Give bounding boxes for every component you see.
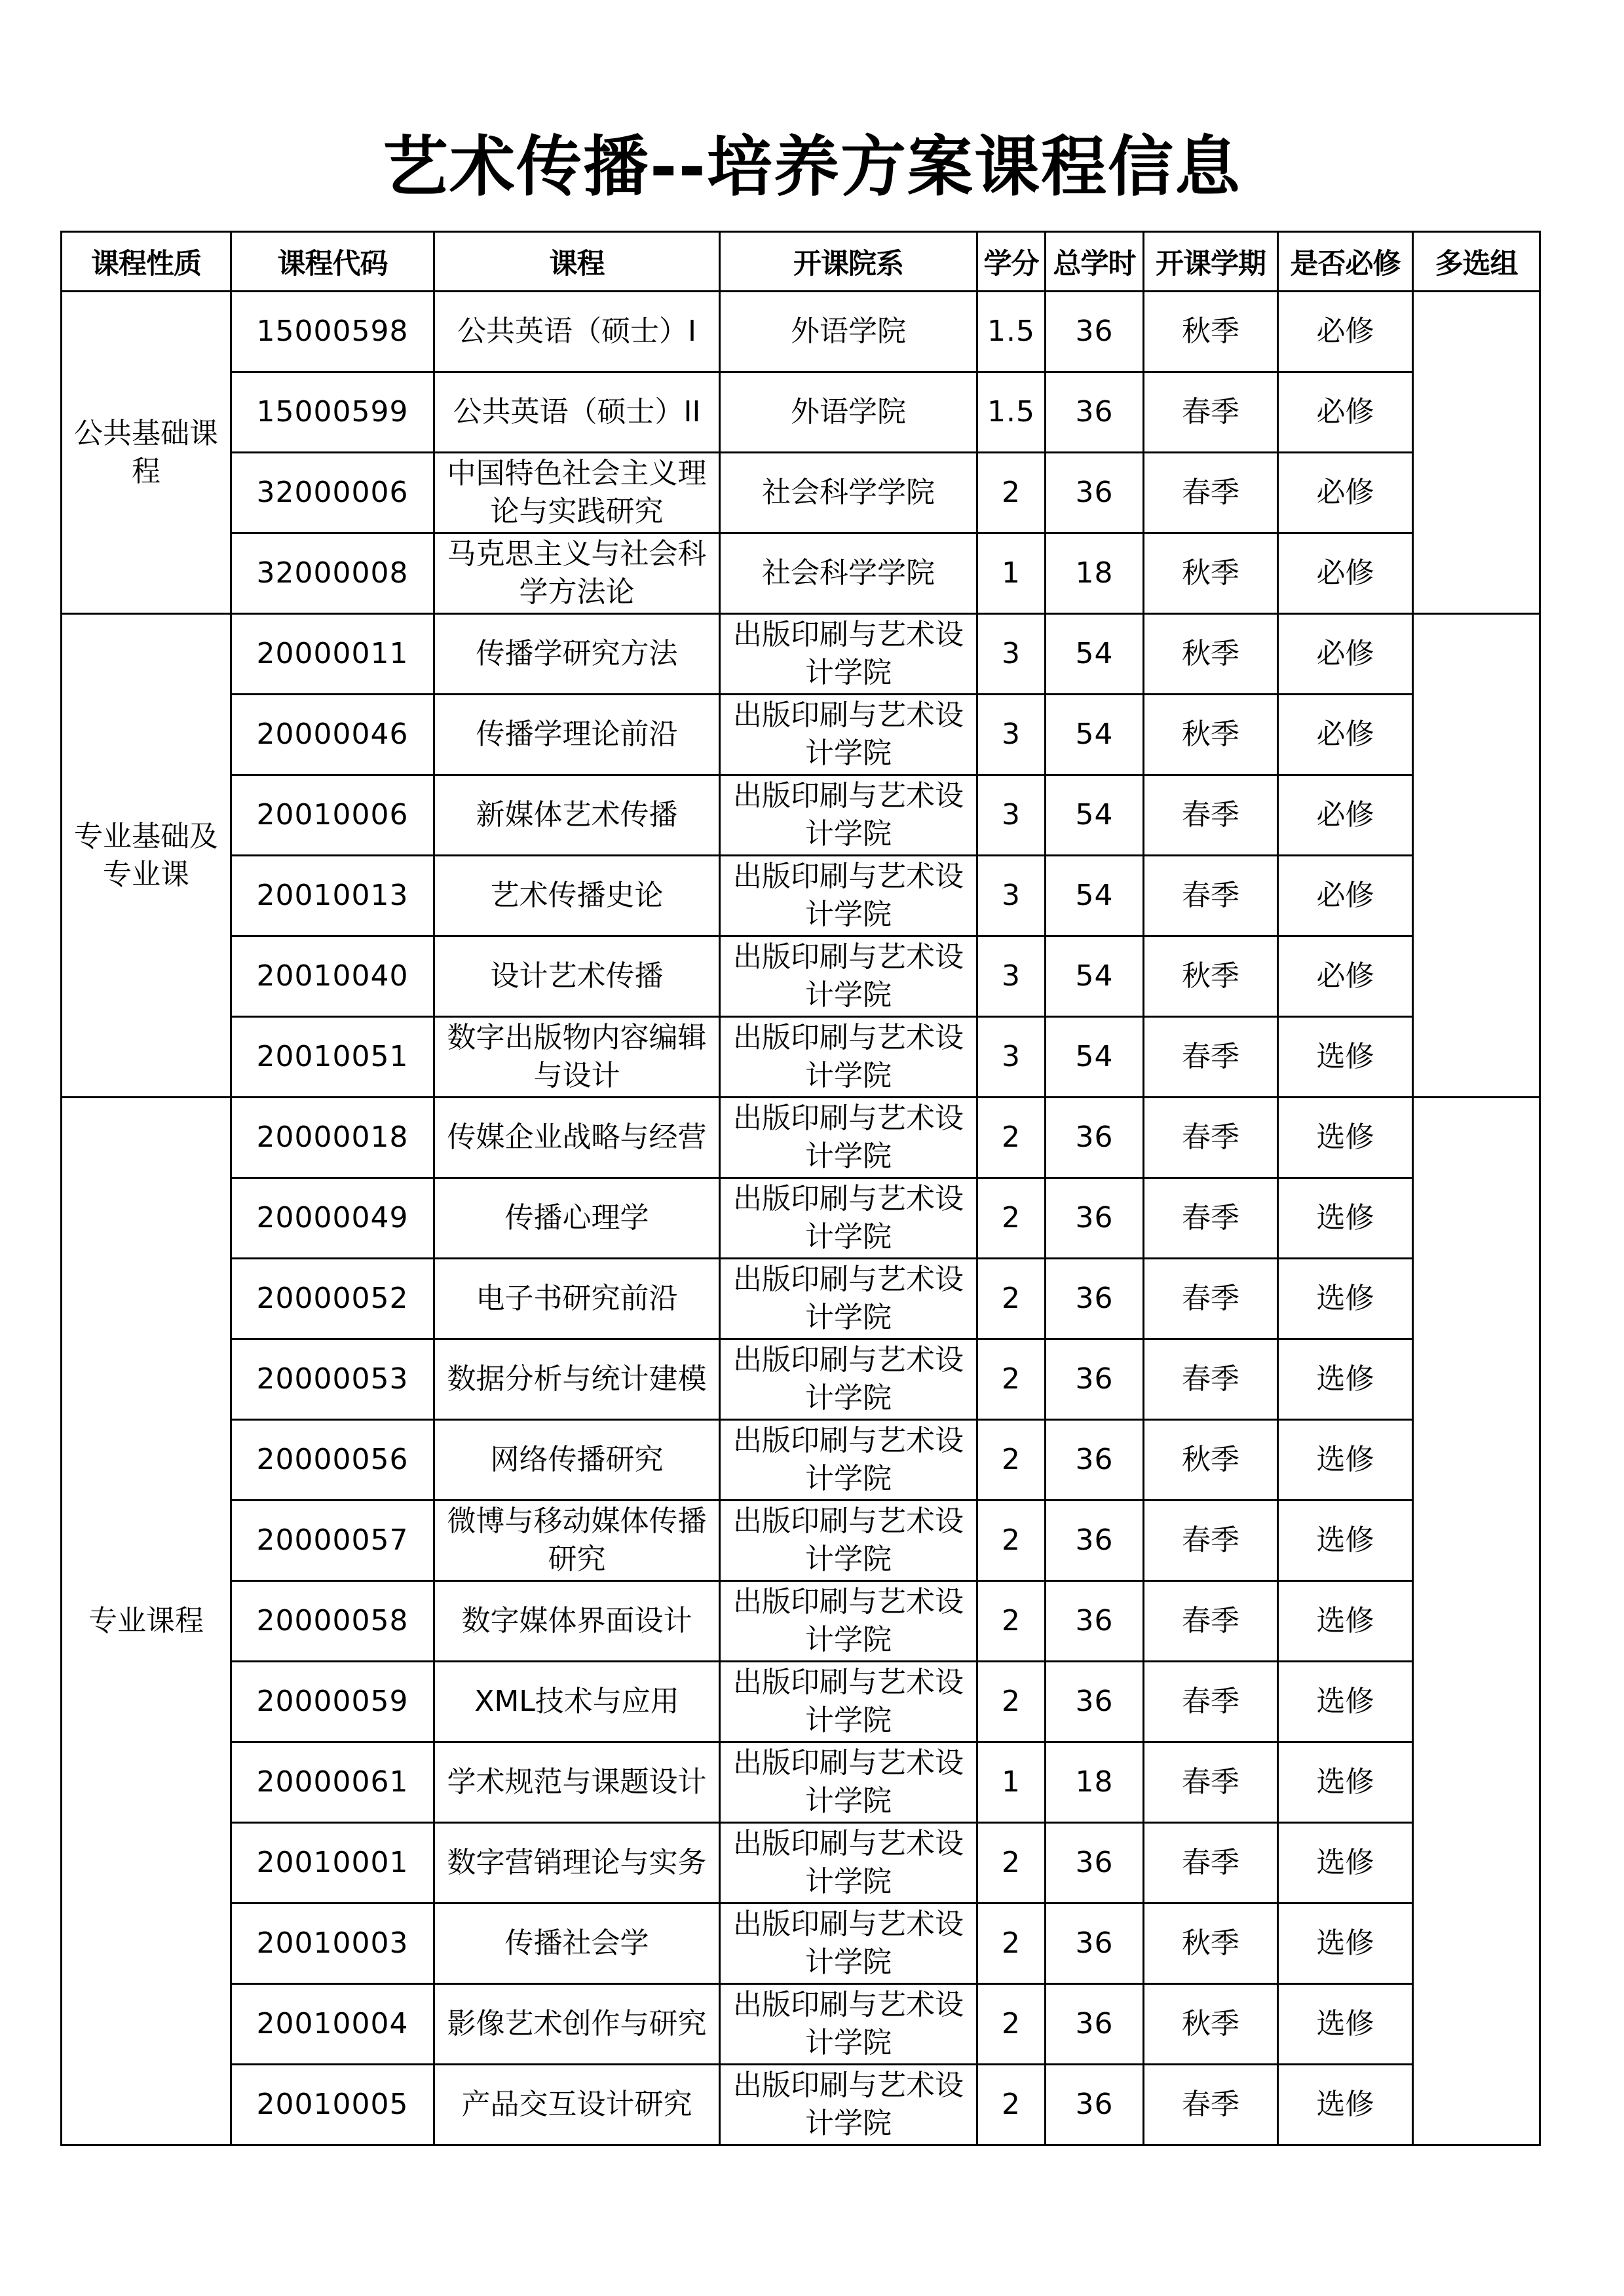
- required-cell: 必修: [1278, 936, 1413, 1017]
- hours-cell: 36: [1046, 1904, 1144, 1984]
- table-row: [62, 936, 1540, 1017]
- hours-cell: 54: [1046, 856, 1144, 936]
- required-cell: 选修: [1278, 1178, 1413, 1259]
- term-cell: 秋季: [1144, 1984, 1278, 2065]
- term-cell: 春季: [1144, 1581, 1278, 1662]
- course-table: [60, 231, 1541, 2146]
- course-code-cell: 20000049: [231, 1178, 434, 1259]
- course-name-cell: 马克思主义与社会科学方法论: [434, 533, 720, 614]
- elective-group-cell: [1413, 292, 1540, 614]
- table-row: [62, 453, 1540, 533]
- department-cell: 出版印刷与艺术设计学院: [720, 1178, 977, 1259]
- course-name-cell: 公共英语（硕士）I: [434, 292, 720, 372]
- hours-cell: 36: [1046, 1501, 1144, 1581]
- hours-cell: 36: [1046, 1581, 1144, 1662]
- table-row: [62, 695, 1540, 775]
- table-row: [62, 533, 1540, 614]
- table-row: [62, 856, 1540, 936]
- required-cell: 选修: [1278, 1017, 1413, 1098]
- term-cell: 春季: [1144, 453, 1278, 533]
- course-code-cell: 20010004: [231, 1984, 434, 2065]
- course-name-cell: 影像艺术创作与研究: [434, 1984, 720, 2065]
- credit-cell: 1: [977, 533, 1046, 614]
- course-name-cell: 数字出版物内容编辑与设计: [434, 1017, 720, 1098]
- hours-cell: 36: [1046, 1420, 1144, 1501]
- column-header-code: 课程代码: [231, 232, 434, 292]
- required-cell: 必修: [1278, 775, 1413, 856]
- course-code-cell: 32000006: [231, 453, 434, 533]
- course-name-cell: 传播学研究方法: [434, 614, 720, 695]
- course-code-cell: 20010003: [231, 1904, 434, 1984]
- course-table-body: [62, 292, 1540, 2145]
- credit-cell: 3: [977, 856, 1046, 936]
- department-cell: 出版印刷与艺术设计学院: [720, 1017, 977, 1098]
- credit-cell: 2: [977, 1662, 1046, 1742]
- table-row: [62, 1259, 1540, 1339]
- table-row: [62, 1984, 1540, 2065]
- term-cell: 春季: [1144, 1662, 1278, 1742]
- term-cell: 春季: [1144, 1259, 1278, 1339]
- required-cell: 必修: [1278, 292, 1413, 372]
- course-name-cell: 产品交互设计研究: [434, 2065, 720, 2145]
- course-name-cell: 传播社会学: [434, 1904, 720, 1984]
- hours-cell: 36: [1046, 1984, 1144, 2065]
- table-row: [62, 2065, 1540, 2145]
- table-row: [62, 292, 1540, 372]
- hours-cell: 54: [1046, 936, 1144, 1017]
- credit-cell: 2: [977, 1823, 1046, 1904]
- required-cell: 选修: [1278, 1662, 1413, 1742]
- credit-cell: 2: [977, 1420, 1046, 1501]
- credit-cell: 3: [977, 614, 1046, 695]
- course-name-cell: 网络传播研究: [434, 1420, 720, 1501]
- term-cell: 春季: [1144, 1098, 1278, 1178]
- table-row: [62, 775, 1540, 856]
- course-name-cell: 数字媒体界面设计: [434, 1581, 720, 1662]
- course-code-cell: 20000061: [231, 1742, 434, 1823]
- credit-cell: 2: [977, 1259, 1046, 1339]
- column-header-course: 课程: [434, 232, 720, 292]
- credit-cell: 3: [977, 775, 1046, 856]
- table-row: [62, 1742, 1540, 1823]
- course-code-cell: 20010051: [231, 1017, 434, 1098]
- course-name-cell: XML技术与应用: [434, 1662, 720, 1742]
- hours-cell: 54: [1046, 695, 1144, 775]
- credit-cell: 2: [977, 1904, 1046, 1984]
- term-cell: 春季: [1144, 372, 1278, 453]
- department-cell: 出版印刷与艺术设计学院: [720, 1259, 977, 1339]
- required-cell: 选修: [1278, 1259, 1413, 1339]
- course-code-cell: 15000599: [231, 372, 434, 453]
- course-code-cell: 20000011: [231, 614, 434, 695]
- table-row: [62, 1662, 1540, 1742]
- table-row: [62, 372, 1540, 453]
- hours-cell: 36: [1046, 2065, 1144, 2145]
- course-code-cell: 20000057: [231, 1501, 434, 1581]
- department-cell: 出版印刷与艺术设计学院: [720, 2065, 977, 2145]
- course-code-cell: 15000598: [231, 292, 434, 372]
- term-cell: 春季: [1144, 1501, 1278, 1581]
- course-category-cell: 专业基础及专业课: [62, 614, 231, 1098]
- course-name-cell: 电子书研究前沿: [434, 1259, 720, 1339]
- column-header-elective-group: 多选组: [1413, 232, 1540, 292]
- credit-cell: 2: [977, 1339, 1046, 1420]
- course-name-cell: 学术规范与课题设计: [434, 1742, 720, 1823]
- department-cell: 出版印刷与艺术设计学院: [720, 1581, 977, 1662]
- column-header-term: 开课学期: [1144, 232, 1278, 292]
- department-cell: 出版印刷与艺术设计学院: [720, 614, 977, 695]
- column-header-hours: 总学时: [1046, 232, 1144, 292]
- column-header-required: 是否必修: [1278, 232, 1413, 292]
- course-code-cell: 20010001: [231, 1823, 434, 1904]
- department-cell: 出版印刷与艺术设计学院: [720, 695, 977, 775]
- hours-cell: 36: [1046, 372, 1144, 453]
- required-cell: 选修: [1278, 1098, 1413, 1178]
- department-cell: 社会科学学院: [720, 533, 977, 614]
- term-cell: 秋季: [1144, 533, 1278, 614]
- course-code-cell: 20000056: [231, 1420, 434, 1501]
- course-name-cell: 中国特色社会主义理论与实践研究: [434, 453, 720, 533]
- term-cell: 秋季: [1144, 695, 1278, 775]
- credit-cell: 1.5: [977, 292, 1046, 372]
- required-cell: 选修: [1278, 1904, 1413, 1984]
- term-cell: 秋季: [1144, 1904, 1278, 1984]
- department-cell: 出版印刷与艺术设计学院: [720, 775, 977, 856]
- hours-cell: 36: [1046, 1178, 1144, 1259]
- hours-cell: 36: [1046, 1339, 1144, 1420]
- department-cell: 出版印刷与艺术设计学院: [720, 1501, 977, 1581]
- table-row: [62, 1420, 1540, 1501]
- required-cell: 选修: [1278, 1501, 1413, 1581]
- course-code-cell: 20000053: [231, 1339, 434, 1420]
- course-name-cell: 微博与移动媒体传播研究: [434, 1501, 720, 1581]
- term-cell: 春季: [1144, 1742, 1278, 1823]
- course-code-cell: 20000058: [231, 1581, 434, 1662]
- course-name-cell: 传播学理论前沿: [434, 695, 720, 775]
- course-code-cell: 20010006: [231, 775, 434, 856]
- hours-cell: 36: [1046, 1098, 1144, 1178]
- required-cell: 必修: [1278, 856, 1413, 936]
- department-cell: 出版印刷与艺术设计学院: [720, 1662, 977, 1742]
- course-code-cell: 20010005: [231, 2065, 434, 2145]
- required-cell: 选修: [1278, 1581, 1413, 1662]
- hours-cell: 36: [1046, 1662, 1144, 1742]
- hours-cell: 36: [1046, 1823, 1144, 1904]
- course-code-cell: 20010013: [231, 856, 434, 936]
- credit-cell: 1: [977, 1742, 1046, 1823]
- department-cell: 出版印刷与艺术设计学院: [720, 856, 977, 936]
- page-title: 艺术传播--培养方案课程信息: [382, 128, 1241, 205]
- hours-cell: 36: [1046, 1259, 1144, 1339]
- department-cell: 外语学院: [720, 372, 977, 453]
- elective-group-cell: [1413, 614, 1540, 1098]
- hours-cell: 18: [1046, 533, 1144, 614]
- department-cell: 出版印刷与艺术设计学院: [720, 1742, 977, 1823]
- required-cell: 必修: [1278, 372, 1413, 453]
- credit-cell: 2: [977, 1098, 1046, 1178]
- term-cell: 秋季: [1144, 292, 1278, 372]
- department-cell: 出版印刷与艺术设计学院: [720, 1823, 977, 1904]
- hours-cell: 54: [1046, 775, 1144, 856]
- hours-cell: 18: [1046, 1742, 1144, 1823]
- course-code-cell: 20000052: [231, 1259, 434, 1339]
- term-cell: 春季: [1144, 856, 1278, 936]
- course-code-cell: 20000046: [231, 695, 434, 775]
- department-cell: 出版印刷与艺术设计学院: [720, 1339, 977, 1420]
- course-name-cell: 数字营销理论与实务: [434, 1823, 720, 1904]
- department-cell: 出版印刷与艺术设计学院: [720, 936, 977, 1017]
- term-cell: 秋季: [1144, 936, 1278, 1017]
- course-category-cell: 专业课程: [62, 1098, 231, 2145]
- course-name-cell: 设计艺术传播: [434, 936, 720, 1017]
- credit-cell: 2: [977, 453, 1046, 533]
- course-code-cell: 20010040: [231, 936, 434, 1017]
- table-row: [62, 1178, 1540, 1259]
- column-header-department: 开课院系: [720, 232, 977, 292]
- required-cell: 选修: [1278, 1984, 1413, 2065]
- credit-cell: 2: [977, 1581, 1046, 1662]
- department-cell: 出版印刷与艺术设计学院: [720, 1420, 977, 1501]
- table-row: [62, 1017, 1540, 1098]
- hours-cell: 54: [1046, 614, 1144, 695]
- course-name-cell: 传播心理学: [434, 1178, 720, 1259]
- credit-cell: 2: [977, 1984, 1046, 2065]
- term-cell: 春季: [1144, 775, 1278, 856]
- table-row: [62, 1581, 1540, 1662]
- hours-cell: 36: [1046, 292, 1144, 372]
- term-cell: 春季: [1144, 1017, 1278, 1098]
- table-row: [62, 1501, 1540, 1581]
- column-header-credit: 学分: [977, 232, 1046, 292]
- credit-cell: 2: [977, 1501, 1046, 1581]
- required-cell: 必修: [1278, 453, 1413, 533]
- column-header-nature: 课程性质: [62, 232, 231, 292]
- course-code-cell: 32000008: [231, 533, 434, 614]
- header-row: [62, 232, 1540, 292]
- credit-cell: 2: [977, 2065, 1046, 2145]
- required-cell: 选修: [1278, 1339, 1413, 1420]
- department-cell: 出版印刷与艺术设计学院: [720, 1904, 977, 1984]
- credit-cell: 2: [977, 1178, 1046, 1259]
- elective-group-cell: [1413, 1098, 1540, 2145]
- credit-cell: 1.5: [977, 372, 1046, 453]
- table-row: [62, 614, 1540, 695]
- course-code-cell: 20000059: [231, 1662, 434, 1742]
- credit-cell: 3: [977, 1017, 1046, 1098]
- term-cell: 春季: [1144, 1178, 1278, 1259]
- term-cell: 春季: [1144, 1823, 1278, 1904]
- table-row: [62, 1098, 1540, 1178]
- credit-cell: 3: [977, 695, 1046, 775]
- required-cell: 选修: [1278, 1742, 1413, 1823]
- course-category-cell: 公共基础课程: [62, 292, 231, 614]
- department-cell: 出版印刷与艺术设计学院: [720, 1984, 977, 2065]
- required-cell: 选修: [1278, 2065, 1413, 2145]
- course-name-cell: 传媒企业战略与经营: [434, 1098, 720, 1178]
- term-cell: 春季: [1144, 1339, 1278, 1420]
- course-name-cell: 数据分析与统计建模: [434, 1339, 720, 1420]
- required-cell: 必修: [1278, 533, 1413, 614]
- required-cell: 选修: [1278, 1420, 1413, 1501]
- course-name-cell: 公共英语（硕士）II: [434, 372, 720, 453]
- term-cell: 秋季: [1144, 1420, 1278, 1501]
- course-name-cell: 新媒体艺术传播: [434, 775, 720, 856]
- required-cell: 必修: [1278, 614, 1413, 695]
- term-cell: 春季: [1144, 2065, 1278, 2145]
- credit-cell: 3: [977, 936, 1046, 1017]
- term-cell: 秋季: [1144, 614, 1278, 695]
- table-row: [62, 1823, 1540, 1904]
- course-code-cell: 20000018: [231, 1098, 434, 1178]
- hours-cell: 54: [1046, 1017, 1144, 1098]
- course-name-cell: 艺术传播史论: [434, 856, 720, 936]
- table-row: [62, 1339, 1540, 1420]
- department-cell: 外语学院: [720, 292, 977, 372]
- department-cell: 出版印刷与艺术设计学院: [720, 1098, 977, 1178]
- required-cell: 选修: [1278, 1823, 1413, 1904]
- table-row: [62, 1904, 1540, 1984]
- hours-cell: 36: [1046, 453, 1144, 533]
- required-cell: 必修: [1278, 695, 1413, 775]
- department-cell: 社会科学学院: [720, 453, 977, 533]
